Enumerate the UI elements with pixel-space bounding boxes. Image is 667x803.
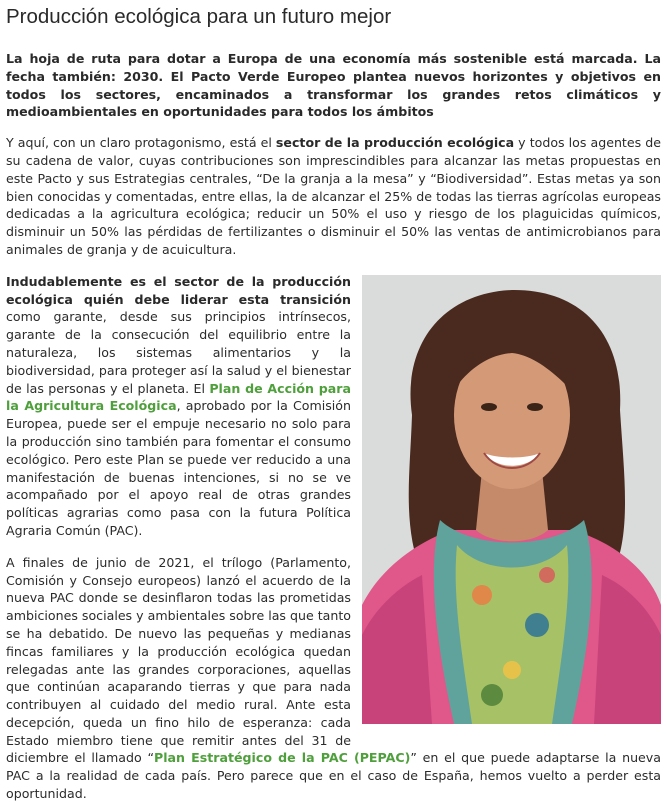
p2-text-d: , aprobado por la Comisión Europea, puede ser el empuje necesario no solo para la producción sino también para fomentar el consumo ecológico. Pero este Plan se puede ver reducido a una manifestación de buenas intenciones, si no se ve acompañado por el apoyo real de otras grandes políticas agrarias como pasa con la futura Política Agraria Común (PAC). [6,398,351,538]
p2-text-b: como garante, desde sus principios intrínsecos, garante de la consecución del equilibrio entre la naturaleza, los sistemas alimentarios y la biodiversidad, para proteger así la salud y el bienestar de las personas y el planeta. El [6,309,351,396]
p1-bold: sector de la producción ecológica [275,135,515,151]
paragraph-intro [6,134,661,259]
portrait-photo [362,275,661,724]
plan-accion-link[interactable]: Plan de Acción para la Agricultura Ecológica [6,380,351,414]
float-block [6,273,661,803]
p3-text-a: A finales de junio de 2021, el trílogo (Parlamento, Comisión y Consejo europeos) lanzó el acuerdo de la nueva PAC donde se desinflaron todas las prometidas ambiciones sociales y ambientales sobre las que tanto se ha debatido. De nuevo las pequeñas y medianas fincas familiares y la producción ecológica quedan relegadas ante las grandes corporaciones, aquellas que continúan acaparando tierras y que para nada contribuyen al cuidado del medio rural. Ante esta decepción, queda un fino hilo de esperanza: cada Estado miembro tiene que remitir antes del 31 de diciembre el llamado “ [6,554,351,766]
article-title: Producción ecológica para un futuro mejor [6,5,392,28]
p3-text-c: ” en el que puede adaptarse la nueva PAC a la realidad de cada país. Pero parece que en el caso de España, hemos vuelto a perder esta oportunidad. [6,750,661,802]
p2-bold: Indudablemente es el sector de la producción ecológica quién debe liderar esta transición [6,273,351,307]
p1-text-a: Y aquí, con un claro protagonismo, está el [6,135,276,151]
pepac-link[interactable]: Plan Estratégico de la PAC (PEPAC) [154,750,411,766]
p1-text-c: y todos los agentes de su cadena de valor, cuyas contribuciones son imprescindibles para alcanzar las metas propuestas en este Pacto y sus Estrategias centrales, “De la granja a la mesa” y “Biodiversidad”. Estas metas ya son bien conocidas y comentadas, entre ellas, la de alcanzar el 25% de todas las tierras agrícolas europeas dedicadas a la agricultura ecológica; reducir un 50% el uso y riesgo de los plaguicidas químicos, disminuir un 50% las pérdidas de fertilizantes o disminuir el 50% las ventas de antimicrobianos para animales de granja y de acuicultura. [6,135,661,257]
portrait-illustration [362,275,661,724]
article-lead: La hoja de ruta para dotar a Europa de una economía más sostenible está marcada. La fecha también: 2030. El Pacto Verde Europeo plantea nuevos horizontes y objetivos en todos los sectores, encaminados a transformar los grandes retos climáticos y medioambientales en oportunidades para todos los ámbitos [6,51,661,120]
